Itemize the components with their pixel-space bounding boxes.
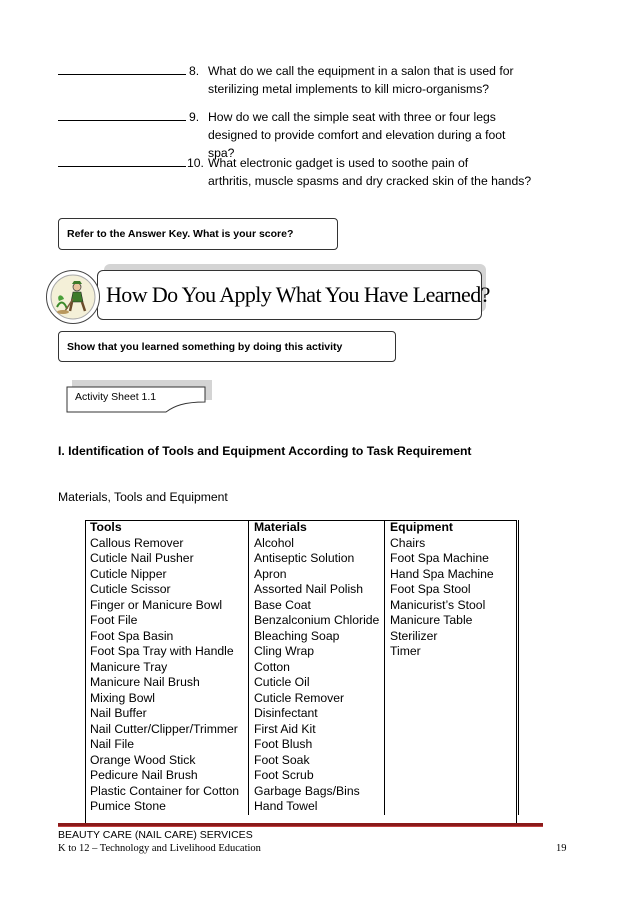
- equipment-cell: [385, 753, 519, 769]
- question-line: What electronic gadget is used to soothe pain of: [208, 156, 469, 170]
- table-row: [85, 691, 519, 707]
- tool-cell: Callous Remover: [85, 536, 249, 552]
- answer-key-text: Refer to the Answer Key. What is your score?: [67, 228, 294, 240]
- page-number: 19: [556, 843, 567, 854]
- equipment-cell: Foot Spa Stool: [385, 582, 519, 598]
- equipment-cell: Timer: [385, 644, 519, 660]
- material-cell: Assorted Nail Polish: [249, 582, 385, 598]
- activity-label-box: [66, 386, 206, 412]
- material-cell: Garbage Bags/Bins: [249, 784, 385, 800]
- table-row: [85, 722, 519, 738]
- tools-table: [85, 520, 519, 815]
- table-row: [85, 629, 519, 645]
- equipment-cell: Chairs: [385, 536, 519, 552]
- equipment-cell: Manicurist’s Stool: [385, 598, 519, 614]
- material-cell: Apron: [249, 567, 385, 583]
- material-cell: Foot Scrub: [249, 768, 385, 784]
- material-cell: Cuticle Oil: [249, 675, 385, 691]
- material-cell: Alcohol: [249, 536, 385, 552]
- footer-program: K to 12 – Technology and Livelihood Education: [58, 843, 261, 854]
- question-line: How do we call the simple seat with three or four legs: [208, 110, 496, 124]
- section-title: I. Identification of Tools and Equipment According to Task Requirement: [58, 444, 472, 458]
- tool-cell: Foot File: [85, 613, 249, 629]
- table-row: [85, 613, 519, 629]
- table-row: [85, 598, 519, 614]
- table-header-row: [85, 520, 519, 536]
- equipment-cell: Sterilizer: [385, 629, 519, 645]
- banner-title: How Do You Apply What You Have Learned?: [106, 282, 490, 307]
- show-activity-text: Show that you learned something by doing this activity: [67, 340, 343, 353]
- table-row: [85, 582, 519, 598]
- answer-blank: [58, 154, 186, 167]
- tool-cell: Nail Cutter/Clipper/Trimmer: [85, 722, 249, 738]
- question-line: What do we call the equipment in a salon that is used for: [208, 64, 514, 78]
- tool-cell: Pedicure Nail Brush: [85, 768, 249, 784]
- activity-label-text: Activity Sheet 1.1: [75, 391, 157, 403]
- table-row: [85, 753, 519, 769]
- material-cell: Antiseptic Solution: [249, 551, 385, 567]
- tool-cell: Foot Spa Basin: [85, 629, 249, 645]
- tool-cell: Manicure Tray: [85, 660, 249, 676]
- tool-cell: Cuticle Nipper: [85, 567, 249, 583]
- answer-blank: [58, 108, 186, 121]
- table-row: [85, 551, 519, 567]
- table-row: [85, 567, 519, 583]
- material-cell: Bleaching Soap: [249, 629, 385, 645]
- tool-cell: Nail File: [85, 737, 249, 753]
- material-cell: Benzalconium Chloride: [249, 613, 385, 629]
- question-text: [208, 154, 531, 190]
- question-8: [58, 62, 514, 96]
- question-line: arthritis, muscle spasms and dry cracked skin of the hands?: [208, 174, 532, 188]
- equipment-cell: [385, 722, 519, 738]
- answer-key-box: [58, 218, 338, 250]
- material-cell: First Aid Kit: [249, 722, 385, 738]
- equipment-cell: Hand Spa Machine: [385, 567, 519, 583]
- question-10: [58, 154, 532, 188]
- show-activity-box: [58, 331, 396, 362]
- footer-course: BEAUTY CARE (NAIL CARE) SERVICES: [58, 829, 253, 841]
- material-cell: Cuticle Remover: [249, 691, 385, 707]
- header-materials: Materials: [249, 520, 385, 536]
- table-row: [85, 737, 519, 753]
- question-number: 10.: [187, 156, 204, 170]
- tool-cell: Orange Wood Stick: [85, 753, 249, 769]
- question-number: 9.: [189, 110, 200, 124]
- material-cell: Base Coat: [249, 598, 385, 614]
- question-number: 8.: [189, 64, 200, 78]
- equipment-cell: Foot Spa Machine: [385, 551, 519, 567]
- equipment-cell: Manicure Table: [385, 613, 519, 629]
- tool-cell: Finger or Manicure Bowl: [85, 598, 249, 614]
- table-row: [85, 768, 519, 784]
- equipment-cell: [385, 691, 519, 707]
- header-tools: Tools: [85, 520, 249, 536]
- tool-cell: Nail Buffer: [85, 706, 249, 722]
- material-cell: Hand Towel: [249, 799, 385, 815]
- table-row: [85, 660, 519, 676]
- question-line: spa?: [208, 146, 235, 160]
- subtitle: Materials, Tools and Equipment: [58, 490, 228, 504]
- banner-emblem: [46, 270, 100, 324]
- table-row: [85, 644, 519, 660]
- tool-cell: Manicure Nail Brush: [85, 675, 249, 691]
- table-row: [85, 675, 519, 691]
- material-cell: Disinfectant: [249, 706, 385, 722]
- gardener-icon: [47, 271, 99, 323]
- tool-cell: Cuticle Scissor: [85, 582, 249, 598]
- equipment-cell: [385, 799, 519, 815]
- material-cell: Foot Blush: [249, 737, 385, 753]
- equipment-cell: [385, 706, 519, 722]
- tool-cell: Plastic Container for Cotton: [85, 784, 249, 800]
- tool-cell: Mixing Bowl: [85, 691, 249, 707]
- material-cell: Foot Soak: [249, 753, 385, 769]
- question-line: sterilizing metal implements to kill micro-organisms?: [208, 82, 490, 96]
- material-cell: Cling Wrap: [249, 644, 385, 660]
- equipment-cell: [385, 660, 519, 676]
- equipment-cell: [385, 784, 519, 800]
- header-equipment: Equipment: [385, 520, 519, 536]
- equipment-cell: [385, 768, 519, 784]
- table-row: [85, 799, 519, 815]
- equipment-cell: [385, 675, 519, 691]
- table-row: [85, 536, 519, 552]
- question-line: designed to provide comfort and elevation during a foot: [208, 128, 506, 142]
- question-9: [58, 108, 506, 160]
- tool-cell: Cuticle Nail Pusher: [85, 551, 249, 567]
- footer-rule-accent: [58, 826, 543, 827]
- equipment-cell: [385, 737, 519, 753]
- table-row: [85, 784, 519, 800]
- material-cell: Cotton: [249, 660, 385, 676]
- answer-blank: [58, 62, 186, 75]
- table-row: [85, 706, 519, 722]
- tool-cell: Pumice Stone: [85, 799, 249, 815]
- tool-cell: Foot Spa Tray with Handle: [85, 644, 249, 660]
- question-text: [208, 62, 514, 98]
